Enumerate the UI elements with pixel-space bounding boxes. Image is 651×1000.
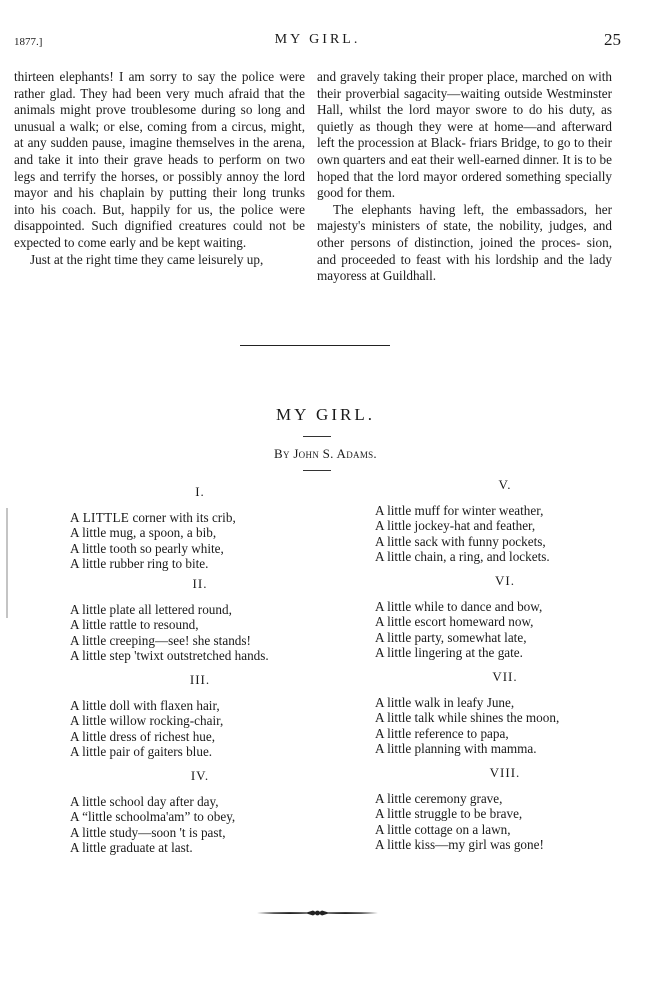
stanza-numeral: I. [195,484,205,499]
stanza-2 [70,576,330,664]
poem-line: A little pair of gaiters blue. [70,744,213,760]
poem-line: A “little schoolma'am” to obey, [70,809,236,825]
stanza-1 [70,484,330,572]
stanza-numeral: VIII. [489,765,521,780]
poem-title: MY GIRL. [276,405,375,424]
poem-line: A little lingering at the gate. [375,645,523,661]
article-paragraph: thirteen elephants! I am sorry to say the police were rather glad. They had been very much afraid that the animals might prove troublesome during so long and unusual a walk; or else, coming from a circus, might, at any sudden pause, imagine themselves in the arena, and take it into their grave heads to perform on two legs and terrify the horses, or possibly annoy the lord mayor and his chaplain by putting their long trunks into his coach. But, happily for us, the police were disappointed. Such dignified creatures could not be expected to come early and be kept waiting. [14,69,305,250]
stanza-6 [375,573,635,661]
drop-caps-opening: A LITTLE [70,509,130,525]
byline-underline-rule [303,470,331,471]
poem-line: A little party, somewhat late, [375,629,527,645]
poem-line: A little cottage on a lawn, [375,821,511,837]
poem-line: A little kiss—my girl was gone! [375,837,544,853]
poem-line: A little reference to papa, [375,725,509,741]
poem-line: A little sack with funny pockets, [375,533,546,549]
poem-line: A little struggle to be brave, [375,806,523,822]
article-paragraph: The elephants having left, the embassadors, her majesty's ministers of state, the nobility, judges, and other persons of distinction, joined the proces- sion, and proceeded to feast with his lordship and the lady mayoress at Guildhall. [317,201,612,284]
poem-line: A little dress of richest hue, [70,728,216,744]
poem-line: A little walk in leafy June, [375,694,515,710]
stanza-3 [70,672,330,760]
article-paragraph: Just at the right time they came leisurely up, [30,251,264,267]
stanza-7 [375,669,635,757]
poem-line: A little ceremony grave, [375,790,503,806]
poem-line: A little talk while shines the moon, [375,710,560,726]
poem-line: A LITTLE corner with its crib, [70,509,236,525]
poem-line: A little creeping—see! she stands! [70,632,251,648]
poem-line: A little rubber ring to bite. [70,556,209,572]
poem-line: A little tooth so pearly white, [70,540,224,556]
poem-line: A little muff for winter weather, [375,502,544,518]
poem-line: A little escort homeward now, [375,614,534,630]
article-column-right [317,69,612,285]
page-number: 25 [604,30,621,49]
article-column-left [14,69,305,268]
poem-line: A little rattle to resound, [70,617,199,633]
poem-line: A little step 'twixt outstretched hands. [70,648,269,664]
title-underline-rule [303,436,331,437]
stanza-8 [375,765,635,853]
poem-byline: By John S. Adams. [274,446,377,461]
poem-line: A little chain, a ring, and lockets. [375,549,550,565]
section-divider-rule [240,345,390,346]
poem-line: A little willow rocking-chair, [70,713,224,729]
poem-line: A little mug, a spoon, a bib, [70,525,217,541]
poem-line: A little doll with flaxen hair, [70,697,220,713]
article-paragraph: and gravely taking their proper place, marched on with their proverbial sagacity—waiting outside Westminster Hall, whilst the lord mayor swore to do his duty, as quietly as though they were at home—and afterward left the procession at Black- friars Bridge, to go to their own quarters and eat their well-earned dinner. It is to be hoped that the lord mayor ordered something specially good for them. [317,69,612,201]
poem-line: A little while to dance and bow, [375,598,543,614]
poem-line: A little planning with mamma. [375,741,537,757]
poem-line: A little school day after day, [70,793,219,809]
stanza-numeral: V. [498,477,512,492]
stanza-numeral: VII. [492,669,518,684]
poem-line: A little plate all lettered round, [70,601,232,617]
stanza-numeral: III. [189,672,211,687]
stanza-numeral: VI. [495,573,515,588]
running-head [14,30,621,52]
stanza-numeral: II. [192,576,208,591]
poem-line: A little graduate at last. [70,840,193,856]
running-head-year: 1877.] [14,36,43,48]
running-head-title: MY GIRL. [274,32,361,47]
stanza-4 [70,768,330,856]
poem-line: A little study—soon 't is past, [70,824,226,840]
stanza-numeral: IV. [190,768,210,783]
poem-line: A little jockey-hat and feather, [375,518,536,534]
end-ornament [255,905,380,921]
stanza-5 [375,477,635,565]
margin-scan-mark [6,508,8,618]
